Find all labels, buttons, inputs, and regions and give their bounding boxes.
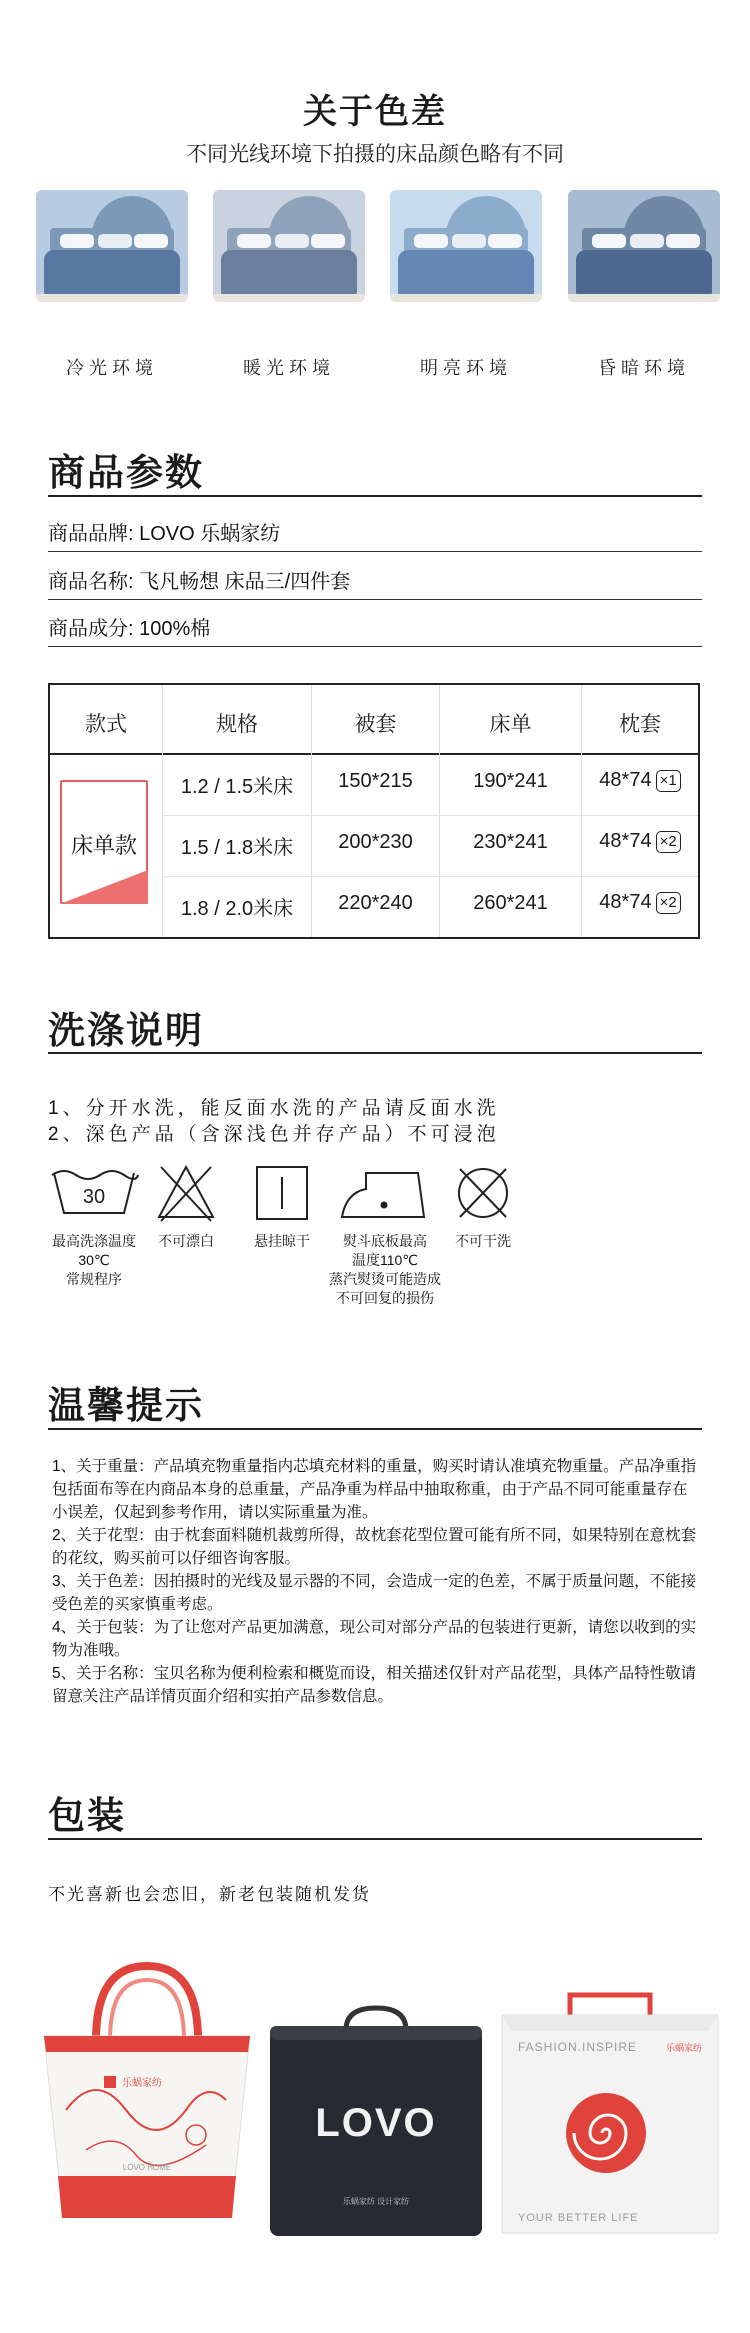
- wash-30-icon: [48, 1163, 140, 1223]
- tip-item: 2、关于花型：由于枕套面料随机裁剪所得，故枕套花型位置可能有所不同，如果特别在意枕套的花纹，购买前可以仔细咨询客服。: [52, 1527, 697, 1567]
- table-cell-pillow: 48*74 ×2: [582, 891, 698, 914]
- wash-caption: 悬挂晾干: [254, 1233, 310, 1249]
- tote-brand: 乐蜗家纺: [122, 2078, 162, 2089]
- washing-line-2: 2、深色产品（含深浅色并存产品）不可浸泡: [48, 1124, 500, 1145]
- tips-title: 温馨提示: [48, 1385, 204, 1426]
- table-header-divider: [50, 753, 698, 755]
- wash-caption: 熨斗底板最高 温度110℃ 蒸汽熨烫可能造成 不可回复的损伤: [329, 1233, 441, 1306]
- iron-icon: [336, 1163, 434, 1223]
- table-header: 床单: [489, 713, 532, 736]
- table-cell-sheet: 260*241: [473, 892, 548, 914]
- params-title: 商品参数: [48, 452, 204, 493]
- table-row-divider: [163, 876, 698, 877]
- white-box-bottom-text: YOUR BETTER LIFE: [518, 2212, 639, 2224]
- table-header: 款式: [85, 713, 127, 736]
- style-label: 床单款: [70, 833, 137, 858]
- divider: [48, 599, 702, 600]
- divider: [48, 1052, 702, 1054]
- black-box-caption: 乐蜗家纺 设计家纺: [342, 2197, 410, 2206]
- divider: [48, 646, 702, 647]
- qty-badge: ×1: [656, 770, 681, 792]
- param-material: 商品成分: 100%棉: [48, 618, 211, 640]
- washing-line-1: 1、分开水洗，能反面水洗的产品请反面水洗: [48, 1098, 500, 1119]
- color-diff-subtitle: 不同光线环境下拍摄的床品颜色略有不同: [186, 143, 564, 166]
- color-diff-title: 关于色差: [303, 93, 447, 131]
- photo-label: 昏暗环境: [598, 358, 690, 378]
- divider: [48, 495, 702, 497]
- tote-bag-image: [36, 1960, 258, 2235]
- param-brand: 商品品牌: LOVO 乐蜗家纺: [48, 523, 281, 545]
- param-name: 商品名称: 飞凡畅想 床品三/四件套: [48, 571, 351, 593]
- black-box-image: [262, 2004, 490, 2240]
- black-box-logo: LOVO: [315, 2101, 437, 2145]
- tip-item: 3、关于色差：因拍摄时的光线及显示器的不同，会造成一定的色差，不属于质量问题，不能接受色差的买家慎重考虑。: [52, 1573, 697, 1613]
- tip-item: 4、关于包装：为了让您对产品更加满意，现公司对部分产品的包装进行更新，请您以收到的实物为准哦。: [52, 1619, 697, 1659]
- table-cell-duvet: 200*230: [338, 831, 413, 853]
- tip-item: 5、关于名称：宝贝名称为便利检索和概览而设，相关描述仅针对产品花型，具体产品特性敬请留意关注产品详情页面介绍和实拍产品参数信息。: [52, 1665, 697, 1705]
- wash-caption: 最高洗涤温度 30℃ 常规程序: [52, 1233, 136, 1287]
- white-box-top-text: FASHION.INSPIRE: [518, 2040, 638, 2054]
- divider: [48, 1428, 702, 1430]
- qty-badge: ×2: [656, 831, 681, 853]
- divider: [48, 1838, 702, 1840]
- table-cell-spec: 1.8 / 2.0米床: [180, 898, 294, 920]
- tote-text: LOVO HOME: [122, 2163, 172, 2172]
- no-bleach-icon: [155, 1163, 217, 1223]
- tips-list: [52, 1455, 702, 1708]
- white-box-image: [494, 1985, 726, 2237]
- hang-dry-icon: [253, 1163, 311, 1223]
- table-row-divider: [163, 815, 698, 816]
- table-header: 规格: [216, 713, 258, 736]
- tip-item: 1、关于重量：产品填充物重量指内芯填充材料的重量，购买时请认准填充物重量。产品净重指包括面布等在内商品本身的总重量，产品净重为样品中抽取称重，由于产品不同可能重量存在小误差，仅起到参考作用，请以实际重量为准。: [52, 1458, 697, 1521]
- photo-label: 暖光环境: [243, 358, 335, 378]
- white-box-brand: 乐蜗家纺: [665, 2043, 702, 2053]
- photo-dim-light: [568, 190, 720, 302]
- table-header: 被套: [354, 713, 397, 736]
- no-dry-clean-icon: [452, 1163, 514, 1223]
- table-cell-sheet: 190*241: [473, 770, 548, 792]
- photo-cool-light: [36, 190, 188, 302]
- photo-warm-light: [213, 190, 365, 302]
- washing-title: 洗涤说明: [48, 1010, 204, 1051]
- wash-caption: 不可干洗: [455, 1233, 511, 1249]
- divider: [48, 551, 702, 552]
- wash-temp: 30: [82, 1186, 106, 1208]
- qty-badge: ×2: [656, 892, 681, 914]
- table-cell-pillow: 48*74 ×1: [582, 769, 698, 792]
- table-cell-sheet: 230*241: [473, 831, 548, 853]
- photo-label: 冷光环境: [66, 358, 158, 378]
- wash-caption: 不可漂白: [158, 1233, 214, 1249]
- packaging-title: 包装: [48, 1795, 126, 1836]
- photo-label: 明亮环境: [420, 358, 512, 378]
- table-header: 枕套: [619, 713, 661, 736]
- table-cell-spec: 1.2 / 1.5米床: [180, 776, 294, 798]
- photo-bright-light: [390, 190, 542, 302]
- table-cell-duvet: 150*215: [338, 770, 413, 792]
- packaging-note: 不光喜新也会恋旧，新老包装随机发货: [48, 1885, 371, 1904]
- table-cell-pillow: 48*74 ×2: [582, 830, 698, 853]
- table-cell-spec: 1.5 / 1.8米床: [180, 837, 294, 859]
- table-cell-duvet: 220*240: [338, 892, 413, 914]
